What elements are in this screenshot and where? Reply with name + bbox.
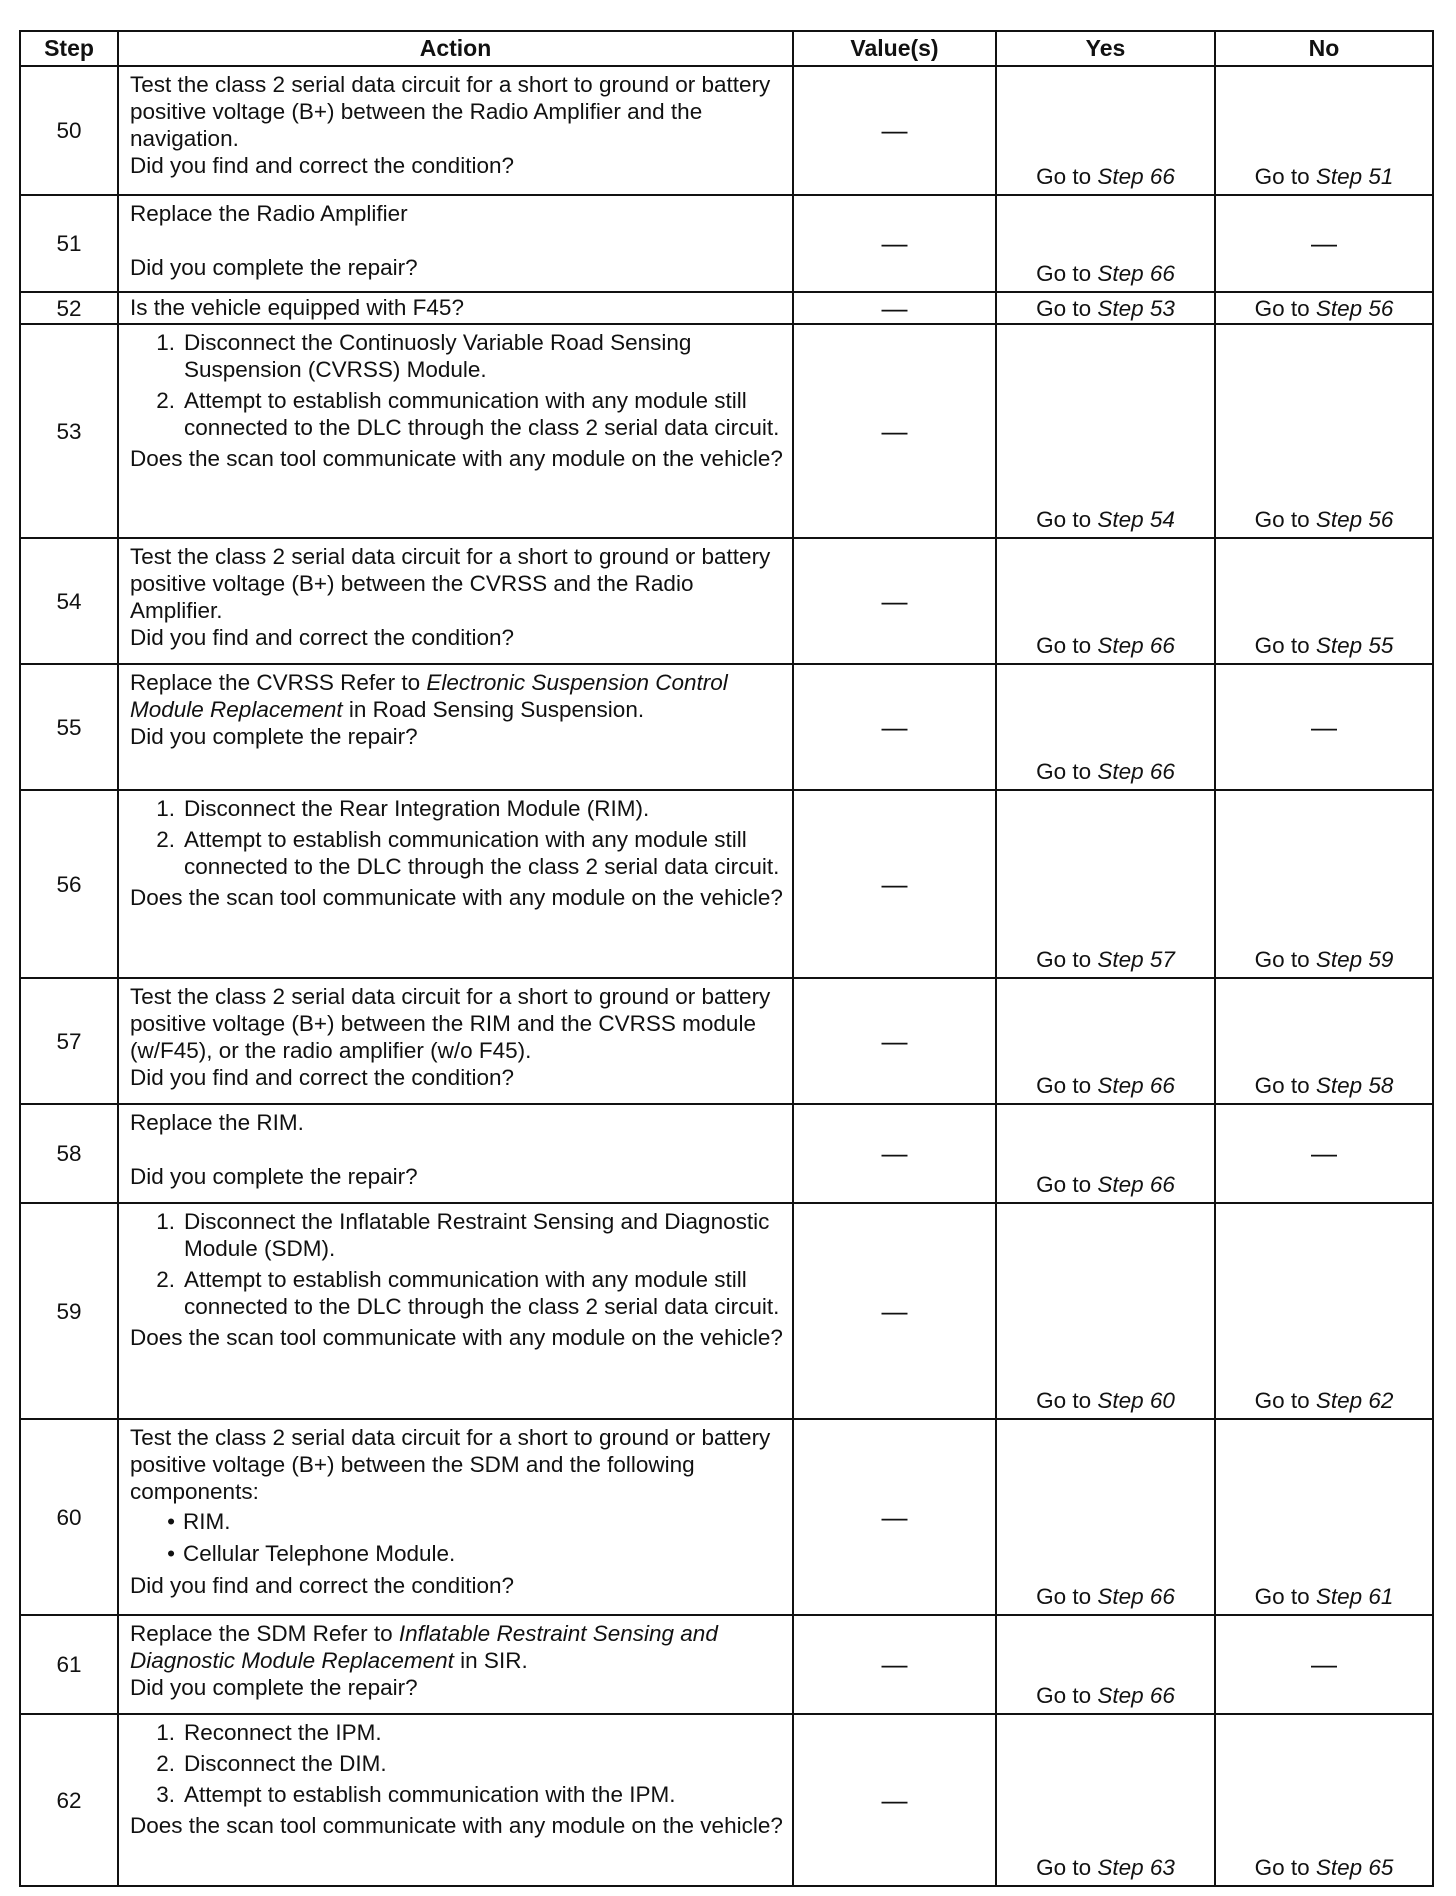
item-number: 1. bbox=[156, 1720, 175, 1745]
action-cell bbox=[118, 195, 793, 292]
value-dash: — bbox=[793, 1419, 996, 1615]
action-cell bbox=[118, 292, 793, 324]
reference-link[interactable]: Electronic Suspension Control Module Replacement bbox=[130, 670, 728, 722]
yes-cell[interactable] bbox=[996, 1203, 1215, 1419]
item-text: Cellular Telephone Module. bbox=[183, 1541, 456, 1566]
yes-cell[interactable] bbox=[996, 1714, 1215, 1886]
value-dash: — bbox=[793, 1104, 996, 1203]
yes-cell[interactable] bbox=[996, 1419, 1215, 1615]
item-number: 3. bbox=[156, 1782, 175, 1807]
value-dash: — bbox=[793, 790, 996, 978]
no-cell[interactable] bbox=[1215, 324, 1433, 538]
goto-label: Go to bbox=[1254, 1388, 1310, 1413]
action-cell bbox=[118, 1714, 793, 1886]
list-item bbox=[130, 1540, 786, 1567]
item-text: Attempt to establish communication with any module still connected to the DLC through the class 2 serial data circuit. bbox=[184, 388, 780, 440]
yes-step-link[interactable]: Step 66 bbox=[1097, 1584, 1175, 1609]
goto-label: Go to bbox=[1036, 261, 1092, 286]
table-row bbox=[20, 1419, 1433, 1615]
no-step-link[interactable]: Step 58 bbox=[1315, 1073, 1394, 1098]
table-row bbox=[20, 66, 1433, 195]
yes-step-link[interactable]: Step 66 bbox=[1097, 1172, 1175, 1197]
yes-step-link[interactable]: Step 66 bbox=[1097, 164, 1175, 189]
no-step-link[interactable]: Step 56 bbox=[1315, 507, 1394, 532]
action-text-part: Replace the SDM Refer to bbox=[130, 1621, 399, 1646]
goto-label: Go to bbox=[1036, 1073, 1092, 1098]
goto-label: Go to bbox=[1254, 295, 1310, 321]
header-no: No bbox=[1215, 31, 1433, 66]
action-cell bbox=[118, 978, 793, 1104]
question-text: Did you complete the repair? bbox=[130, 255, 418, 280]
item-text: Disconnect the Continuosly Variable Road Sensing Suspension (CVRSS) Module. bbox=[184, 330, 692, 382]
question-text: Does the scan tool communicate with any module on the vehicle? bbox=[130, 1813, 783, 1838]
item-number: 2. bbox=[156, 1267, 175, 1292]
no-cell[interactable] bbox=[1215, 538, 1433, 664]
step-number: 62 bbox=[20, 1714, 118, 1886]
yes-step-link[interactable]: Step 60 bbox=[1097, 1388, 1175, 1413]
bullet: • bbox=[167, 1541, 175, 1566]
goto-label: Go to bbox=[1254, 1073, 1310, 1098]
action-text: Replace the RIM. bbox=[130, 1110, 304, 1135]
goto-label: Go to bbox=[1254, 633, 1310, 658]
step-number: 61 bbox=[20, 1615, 118, 1714]
step-number: 60 bbox=[20, 1419, 118, 1615]
question-text: Is the vehicle equipped with F45? bbox=[130, 295, 464, 320]
action-cell bbox=[118, 1615, 793, 1714]
item-number: 1. bbox=[156, 330, 175, 355]
yes-cell[interactable] bbox=[996, 292, 1215, 324]
table-row bbox=[20, 538, 1433, 664]
yes-cell[interactable] bbox=[996, 195, 1215, 292]
no-step-link[interactable]: Step 65 bbox=[1315, 1855, 1394, 1880]
item-text: RIM. bbox=[183, 1509, 231, 1534]
yes-step-link[interactable]: Step 57 bbox=[1097, 947, 1175, 972]
list-item bbox=[130, 1508, 786, 1535]
item-number: 2. bbox=[156, 827, 175, 852]
list-item bbox=[130, 826, 786, 880]
action-text-part: Replace the CVRSS Refer to bbox=[130, 670, 427, 695]
no-dash: — bbox=[1215, 1615, 1433, 1714]
question-text: Did you complete the repair? bbox=[130, 1164, 418, 1189]
step-number: 56 bbox=[20, 790, 118, 978]
item-number: 2. bbox=[156, 388, 175, 413]
list-item bbox=[130, 1266, 786, 1320]
item-number: 1. bbox=[156, 1209, 175, 1234]
question-text: Does the scan tool communicate with any module on the vehicle? bbox=[130, 885, 783, 910]
no-step-link[interactable]: Step 61 bbox=[1315, 1584, 1394, 1609]
item-text: Disconnect the Inflatable Restraint Sensing and Diagnostic Module (SDM). bbox=[184, 1209, 770, 1261]
yes-step-link[interactable]: Step 53 bbox=[1097, 295, 1175, 321]
step-number: 53 bbox=[20, 324, 118, 538]
yes-cell[interactable] bbox=[996, 978, 1215, 1104]
action-text: Test the class 2 serial data circuit for a short to ground or battery positive voltage (B+) between the SDM and the following components: bbox=[130, 1425, 771, 1504]
no-step-link[interactable]: Step 56 bbox=[1315, 295, 1394, 321]
yes-cell[interactable] bbox=[996, 1104, 1215, 1203]
table-row bbox=[20, 324, 1433, 538]
table-row bbox=[20, 1203, 1433, 1419]
goto-label: Go to bbox=[1254, 1855, 1310, 1880]
yes-step-link[interactable]: Step 66 bbox=[1097, 759, 1175, 784]
table-row bbox=[20, 790, 1433, 978]
yes-cell[interactable] bbox=[996, 538, 1215, 664]
goto-label: Go to bbox=[1036, 1683, 1092, 1708]
yes-cell[interactable] bbox=[996, 790, 1215, 978]
table-header-row bbox=[20, 31, 1433, 66]
item-number: 1. bbox=[156, 796, 175, 821]
yes-step-link[interactable]: Step 66 bbox=[1097, 1683, 1175, 1708]
no-cell[interactable] bbox=[1215, 66, 1433, 195]
value-dash: — bbox=[793, 538, 996, 664]
value-dash: — bbox=[793, 195, 996, 292]
table-row bbox=[20, 292, 1433, 324]
value-dash: — bbox=[793, 292, 996, 324]
no-step-link[interactable]: Step 59 bbox=[1315, 947, 1394, 972]
table-row bbox=[20, 978, 1433, 1104]
question-text: Did you find and correct the condition? bbox=[130, 625, 514, 650]
value-dash: — bbox=[793, 1203, 996, 1419]
no-cell[interactable] bbox=[1215, 978, 1433, 1104]
action-text bbox=[130, 669, 786, 723]
yes-cell[interactable] bbox=[996, 324, 1215, 538]
no-step-link[interactable]: Step 51 bbox=[1315, 164, 1394, 189]
question-text: Did you complete the repair? bbox=[130, 1675, 418, 1700]
list-item bbox=[130, 1750, 786, 1777]
table-row bbox=[20, 1104, 1433, 1203]
header-step: Step bbox=[20, 31, 118, 66]
list-item bbox=[130, 1208, 786, 1262]
table-row bbox=[20, 1615, 1433, 1714]
header-yes: Yes bbox=[996, 31, 1215, 66]
list-item bbox=[130, 387, 786, 441]
value-dash: — bbox=[793, 1615, 996, 1714]
step-number: 55 bbox=[20, 664, 118, 790]
procedure-list bbox=[130, 329, 786, 441]
question-text: Did you complete the repair? bbox=[130, 724, 418, 749]
item-text: Attempt to establish communication with any module still connected to the DLC through the class 2 serial data circuit. bbox=[184, 1267, 780, 1319]
action-cell bbox=[118, 664, 793, 790]
action-text: Replace the Radio Amplifier bbox=[130, 201, 408, 226]
action-cell bbox=[118, 1419, 793, 1615]
step-number: 52 bbox=[20, 292, 118, 324]
action-cell bbox=[118, 1203, 793, 1419]
list-item bbox=[130, 1781, 786, 1808]
action-text: Test the class 2 serial data circuit for a short to ground or battery positive voltage (B+) between the CVRSS and the Radio Amplifier. bbox=[130, 544, 771, 623]
yes-step-link[interactable]: Step 66 bbox=[1097, 261, 1175, 286]
action-cell bbox=[118, 1104, 793, 1203]
list-item bbox=[130, 1719, 786, 1746]
action-cell bbox=[118, 538, 793, 664]
yes-step-link[interactable]: Step 66 bbox=[1097, 633, 1175, 658]
question-text: Did you find and correct the condition? bbox=[130, 1573, 514, 1598]
yes-step-link[interactable]: Step 66 bbox=[1097, 1073, 1175, 1098]
item-text: Disconnect the Rear Integration Module (RIM). bbox=[184, 796, 650, 821]
step-number: 51 bbox=[20, 195, 118, 292]
action-text: Test the class 2 serial data circuit for a short to ground or battery positive voltage (B+) between the RIM and the CVRSS module (w/F45), or the radio amplifier (w/o F45). bbox=[130, 984, 771, 1063]
list-item bbox=[130, 795, 786, 822]
action-cell bbox=[118, 324, 793, 538]
item-text: Disconnect the DIM. bbox=[184, 1751, 387, 1776]
action-text bbox=[130, 1620, 786, 1674]
procedure-list bbox=[130, 795, 786, 880]
item-text: Attempt to establish communication with any module still connected to the DLC through the class 2 serial data circuit. bbox=[184, 827, 780, 879]
step-number: 57 bbox=[20, 978, 118, 1104]
reference-link[interactable]: Inflatable Restraint Sensing and Diagnostic Module Replacement bbox=[130, 1621, 718, 1673]
goto-label: Go to bbox=[1254, 507, 1310, 532]
value-dash: — bbox=[793, 324, 996, 538]
goto-label: Go to bbox=[1036, 1584, 1092, 1609]
no-cell[interactable] bbox=[1215, 292, 1433, 324]
value-dash: — bbox=[793, 664, 996, 790]
goto-label: Go to bbox=[1254, 947, 1310, 972]
no-dash: — bbox=[1215, 195, 1433, 292]
question-text: Does the scan tool communicate with any module on the vehicle? bbox=[130, 446, 783, 471]
yes-step-link[interactable]: Step 63 bbox=[1097, 1855, 1175, 1880]
header-values: Value(s) bbox=[793, 31, 996, 66]
goto-label: Go to bbox=[1036, 1855, 1092, 1880]
table-row bbox=[20, 195, 1433, 292]
goto-label: Go to bbox=[1254, 164, 1310, 189]
no-cell[interactable] bbox=[1215, 1714, 1433, 1886]
procedure-list bbox=[130, 1208, 786, 1320]
no-step-link[interactable]: Step 55 bbox=[1315, 633, 1394, 658]
goto-label: Go to bbox=[1036, 164, 1092, 189]
action-cell bbox=[118, 66, 793, 195]
question-text: Does the scan tool communicate with any module on the vehicle? bbox=[130, 1325, 783, 1350]
yes-cell[interactable] bbox=[996, 1615, 1215, 1714]
item-number: 2. bbox=[156, 1751, 175, 1776]
yes-step-link[interactable]: Step 54 bbox=[1097, 507, 1175, 532]
table-row bbox=[20, 664, 1433, 790]
no-cell[interactable] bbox=[1215, 1419, 1433, 1615]
step-number: 50 bbox=[20, 66, 118, 195]
header-action: Action bbox=[118, 31, 793, 66]
step-number: 58 bbox=[20, 1104, 118, 1203]
no-cell[interactable] bbox=[1215, 1203, 1433, 1419]
goto-label: Go to bbox=[1036, 947, 1092, 972]
component-list bbox=[130, 1508, 786, 1567]
goto-label: Go to bbox=[1036, 507, 1092, 532]
bullet: • bbox=[167, 1509, 175, 1534]
action-text: Test the class 2 serial data circuit for a short to ground or battery positive voltage (B+) between the Radio Amplifier and the navigation. bbox=[130, 72, 771, 151]
action-text-part: in Road Sensing Suspension. bbox=[342, 697, 645, 722]
goto-label: Go to bbox=[1036, 295, 1092, 321]
yes-cell[interactable] bbox=[996, 66, 1215, 195]
no-dash: — bbox=[1215, 1104, 1433, 1203]
step-number: 54 bbox=[20, 538, 118, 664]
yes-cell[interactable] bbox=[996, 664, 1215, 790]
step-number: 59 bbox=[20, 1203, 118, 1419]
goto-label: Go to bbox=[1254, 1584, 1310, 1609]
goto-label: Go to bbox=[1036, 759, 1092, 784]
no-dash: — bbox=[1215, 664, 1433, 790]
diagnostic-table-page bbox=[19, 30, 1432, 1887]
item-text: Attempt to establish communication with the IPM. bbox=[184, 1782, 676, 1807]
question-text: Did you find and correct the condition? bbox=[130, 1065, 514, 1090]
goto-label: Go to bbox=[1036, 1388, 1092, 1413]
table-row bbox=[20, 1714, 1433, 1886]
value-dash: — bbox=[793, 1714, 996, 1886]
value-dash: — bbox=[793, 978, 996, 1104]
goto-label: Go to bbox=[1036, 633, 1092, 658]
no-cell[interactable] bbox=[1215, 790, 1433, 978]
no-step-link[interactable]: Step 62 bbox=[1315, 1388, 1394, 1413]
action-cell bbox=[118, 790, 793, 978]
diagnostic-steps-table bbox=[19, 30, 1434, 1887]
procedure-list bbox=[130, 1719, 786, 1808]
action-text-part: in SIR. bbox=[453, 1648, 528, 1673]
list-item bbox=[130, 329, 786, 383]
goto-label: Go to bbox=[1036, 1172, 1092, 1197]
value-dash: — bbox=[793, 66, 996, 195]
item-text: Reconnect the IPM. bbox=[184, 1720, 382, 1745]
question-text: Did you find and correct the condition? bbox=[130, 153, 514, 178]
